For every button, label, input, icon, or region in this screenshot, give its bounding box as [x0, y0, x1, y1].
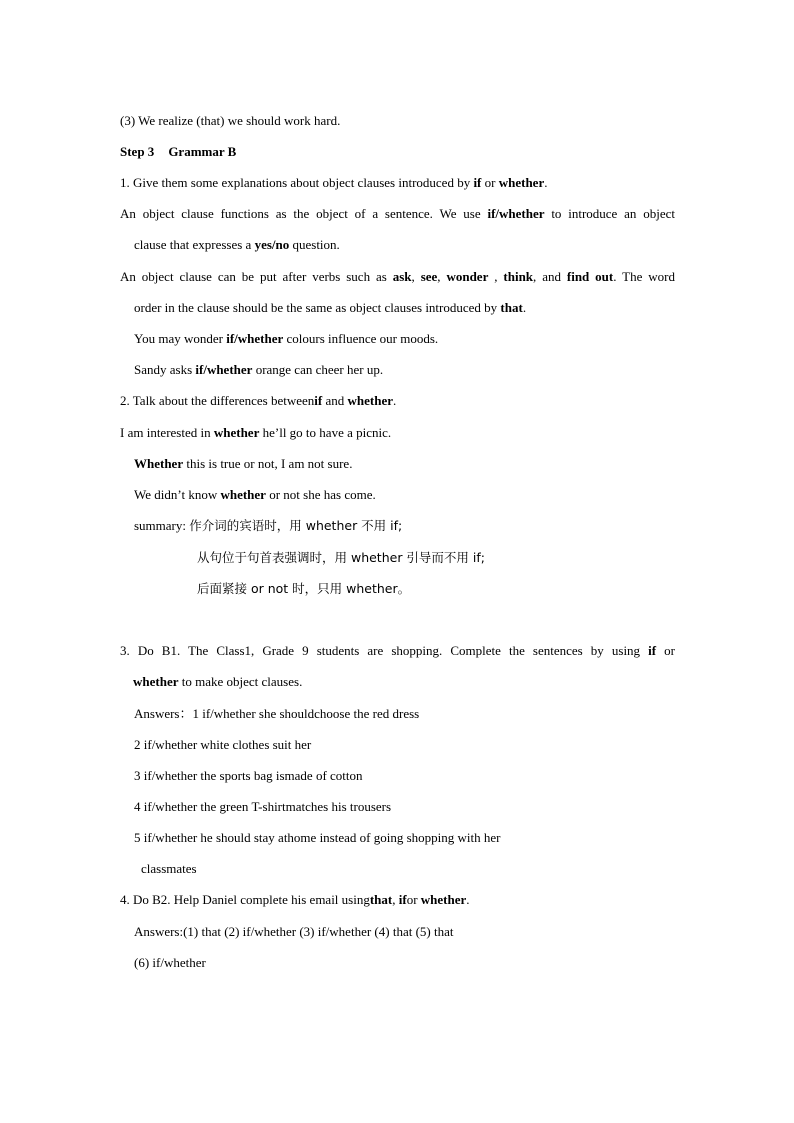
sentence-2: Whether this is true or not, I am not sure.	[134, 456, 353, 471]
item-3-cont: whether to make object clauses.	[133, 674, 303, 689]
b1-answer-3: 3 if/whether the sports bag ismade of cotton	[134, 768, 363, 783]
b1-answer-2: 2 if/whether white clothes suit her	[134, 737, 312, 752]
sentence-3: We didn’t know whether or not she has come.	[134, 487, 376, 502]
example-2: Sandy asks if/whether orange can cheer her up.	[134, 362, 384, 377]
b2-answer-6: (6) if/whether	[134, 955, 206, 970]
summary-1: summary: 作介词的宾语时，用 whether 不用 if;	[134, 518, 403, 533]
summary-2: 从句位于句首表强调时，用 whether 引导而不用 if;	[197, 550, 485, 565]
item-3: 3. Do B1. The Class1, Grade 9 students are shopping. Complete the sentences by using if or	[120, 643, 675, 658]
sentence-1: I am interested in whether he’ll go to have a picnic.	[120, 425, 392, 440]
item-2: 2. Talk about the differences betweenif and whether.	[120, 393, 397, 408]
item-1: 1. Give them some explanations about object clauses introduced by if or whether.	[120, 175, 548, 190]
step3-heading: Step 3 Grammar B	[120, 144, 237, 159]
line-realize: (3) We realize (that) we should work hard.	[120, 113, 341, 128]
paragraph-2: An object clause can be put after verbs such as ask, see, wonder , think, and find out. The word	[120, 269, 676, 284]
b2-answers: Answers:(1) that (2) if/whether (3) if/whether (4) that (5) that	[134, 924, 454, 939]
paragraph-1-cont: clause that expresses a yes/no question.	[134, 237, 340, 252]
b1-answer-5: 5 if/whether he should stay athome instead of going shopping with her	[134, 830, 501, 845]
summary-3: 后面紧接 or not 时，只用 whether。	[197, 581, 411, 596]
b1-answer-1: Answers：1 if/whether she shouldchoose the red dress	[134, 706, 420, 721]
paragraph-2-cont: order in the clause should be the same as object clauses introduced by that.	[134, 300, 527, 315]
paragraph-1: An object clause functions as the object of a sentence. We use if/whether to introduce an object	[120, 206, 675, 221]
example-1: You may wonder if/whether colours influence our moods.	[134, 331, 439, 346]
item-4: 4. Do B2. Help Daniel complete his email usingthat, ifor whether.	[120, 892, 470, 907]
b1-answer-4: 4 if/whether the green T-shirtmatches his trousers	[134, 799, 392, 814]
b1-answer-5-cont: classmates	[141, 861, 197, 876]
